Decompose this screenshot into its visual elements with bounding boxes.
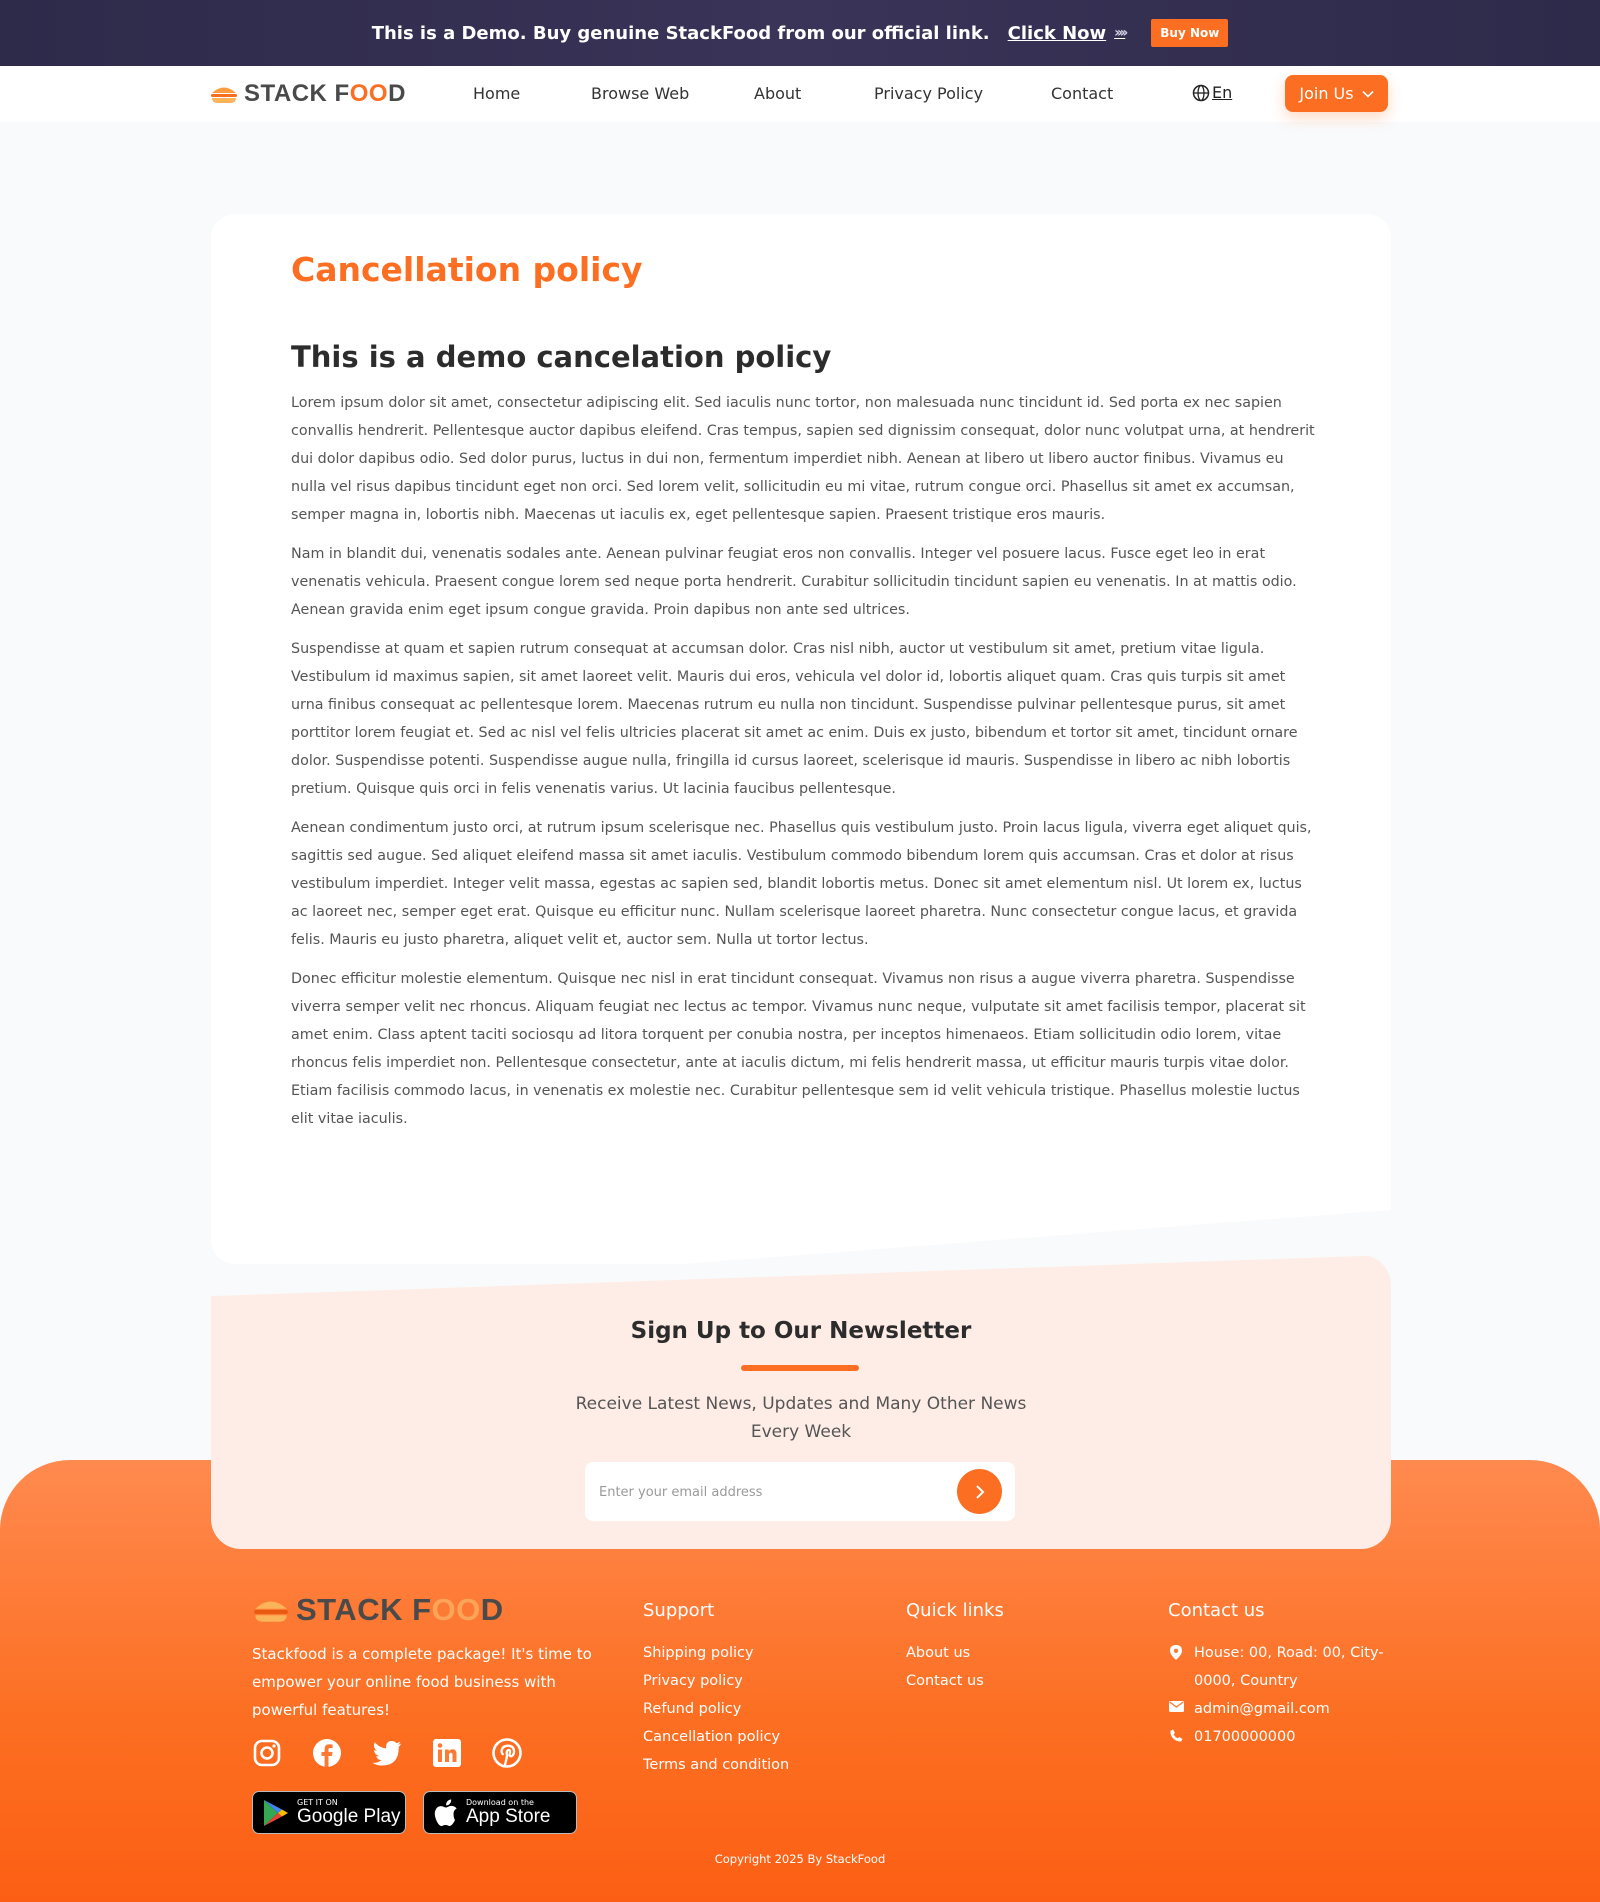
footer-link-shipping-policy[interactable]: Shipping policy	[643, 1645, 754, 1661]
nav-link-contact[interactable]: Contact	[1051, 84, 1114, 103]
facebook-icon[interactable]	[312, 1738, 342, 1768]
join-us-label: Join Us	[1299, 84, 1354, 103]
burger-logo-icon	[210, 84, 238, 104]
google-play-label: Google Play	[297, 1806, 401, 1827]
contact-address-text: House: 00, Road: 00, City-0000, Country	[1194, 1645, 1384, 1689]
newsletter-form	[585, 1462, 1015, 1521]
contact-phone[interactable]	[1168, 1723, 1398, 1751]
language-selector[interactable]	[1192, 83, 1232, 102]
policy-paragraph: Suspendisse at quam et sapien rutrum consequat at accumsan dolor. Cras nisl nibh, auctor ut vestibulum sit amet, pretium vitae ligula. Vestibulum id maximus sapien, sit amet laoreet velit. Mauris dui eros, vehicula vel dolor id, lobortis aliquet quam. Cras quis turpis sit amet urna finibus consequat ac pellentesque lorem. Maecenas rutrum eu nulla non tincidunt. Suspendisse pulvinar pellentesque purus, sit amet porttitor lorem feugiat et. Sed ac nisl vel felis ultricies placerat sit amet ac enim. Duis ex justo, bibendum et tortor sit amet, tincidunt ornare dolor. Suspendisse potenti. Suspendisse augue nulla, fringilla id cursus laoreet, scelerisque id mauris. Suspendisse in libero ac nibh lobortis pretium. Quisque quis orci in felis venenatis varius. Ut lacinia faucibus pellentesque.	[291, 641, 1298, 797]
footer-description: Stackfood is a complete package! It's time to empower your online food business with powerful features!	[252, 1645, 592, 1719]
policy-paragraph: Donec efficitur molestie elementum. Quisque nec nisl in erat tincidunt consequat. Vivamus non risus a augue viverra pharetra. Suspendisse viverra semper velit nec rhoncus. Aliquam feugiat nec lectus ac tempor. Vivamus nunc neque, vulputate sit amet facilisis tempor, placerat sit amet enim. Class aptent taciti sociosqu ad litora torquent per conubia nostra, per inceptos himenaeos. Etiam sollicitudin odio lorem, vitae rhoncus felis imperdiet non. Pellentesque consectetur, ante at iaculis dictum, mi felis hendrerit massa, ut efficitur mauris turpis vitae dolor. Etiam facilisis commodo lacus, in venenatis ex molestie nec. Curabitur pellentesque sem id velit vehicula tristique. Phasellus molestie luctus elit vitae iaculis.	[291, 971, 1306, 1127]
envelope-icon	[1168, 1701, 1184, 1712]
page-title: Cancellation policy	[291, 250, 643, 289]
google-play-icon	[263, 1799, 289, 1827]
demo-banner-text: This is a Demo. Buy genuine StackFood from our official link.	[371, 22, 990, 44]
globe-icon	[1192, 84, 1210, 102]
footer-link-about-us[interactable]: About us	[906, 1645, 971, 1661]
nav-link-home[interactable]: Home	[473, 84, 521, 103]
policy-paragraph: Nam in blandit dui, venenatis sodales ante. Aenean pulvinar feugiat eros non convallis. Integer vel posuere lacus. Fusce eget leo in erat venenatis vehicula. Praesent congue lorem sed neque porta hendrerit. Curabitur sollicitudin tincidunt sapien eu venenatis. In at mattis odio. Aenean gravida enim eget ipsum congue gravida. Proin dapibus non ante sed ultrices.	[291, 546, 1297, 618]
site-logo[interactable]	[210, 80, 406, 108]
footer-link-cancellation-policy[interactable]: Cancellation policy	[643, 1729, 781, 1745]
policy-content	[291, 340, 1315, 1144]
footer-quick-links-title: Quick links	[906, 1600, 1004, 1621]
twitter-icon[interactable]	[372, 1738, 402, 1768]
newsletter-title: Sign Up to Our Newsletter	[630, 1318, 972, 1344]
footer-link-privacy-policy[interactable]: Privacy policy	[643, 1673, 743, 1689]
footer-contact-column	[1168, 1600, 1398, 1751]
contact-email[interactable]	[1168, 1695, 1398, 1723]
pinterest-icon[interactable]	[492, 1738, 522, 1768]
burger-logo-icon	[252, 1597, 290, 1623]
buy-now-button[interactable]: Buy Now	[1151, 19, 1228, 47]
footer-contact-title: Contact us	[1168, 1600, 1265, 1621]
footer-link-refund-policy[interactable]: Refund policy	[643, 1701, 742, 1717]
chevrons-right-icon: ››››	[1114, 25, 1126, 41]
newsletter-subtitle: Receive Latest News, Updates and Many Other News Every Week	[575, 1394, 1027, 1442]
logo-wordmark: STACK FOOD	[244, 80, 406, 107]
click-now-link[interactable]	[1008, 23, 1126, 44]
apple-icon	[434, 1799, 458, 1827]
contact-phone-text: 01700000000	[1194, 1729, 1296, 1745]
app-store-caption: Download on the	[466, 1798, 534, 1807]
policy-paragraph: Aenean condimentum justo orci, at rutrum ipsum scelerisque nec. Phasellus quis vestibulum justo. Proin lacus ligula, viverra eget aliquet quis, sagittis sed augue. Sed aliquet eleifend massa sit amet iaculis. Vestibulum commodo bibendum lorem quis accumsan. Cras et dolor at risus vestibulum imperdiet. Integer velit massa, egestas ac sapien sed, blandit lobortis metus. Donec sit amet elementum nisl. Ut lorem ex, luctus ac laoreet nec, semper eget erat. Quisque eu efficitur nunc. Nullam scelerisque laoreet pharetra. Nunc consectetur congue lacus, et gravida felis. Mauris eu justo pharetra, aliquet velit et, auctor sem. Nulla ut tortor lectus.	[291, 820, 1312, 948]
policy-heading: This is a demo cancelation policy	[291, 340, 832, 374]
footer-link-contact-us[interactable]: Contact us	[906, 1673, 984, 1689]
google-play-caption: GET IT ON	[297, 1798, 338, 1807]
demo-banner	[0, 0, 1600, 66]
google-play-button[interactable]	[252, 1791, 406, 1834]
click-now-label: Click Now	[1007, 22, 1107, 44]
footer-support-column	[643, 1600, 789, 1779]
navbar	[0, 66, 1600, 122]
footer-logo[interactable]	[252, 1592, 504, 1628]
copyright-text: Copyright 2025 By StackFood	[714, 1852, 886, 1866]
newsletter-underline	[741, 1365, 859, 1371]
app-store-button[interactable]	[423, 1791, 577, 1834]
contact-email-text: admin@gmail.com	[1194, 1701, 1330, 1717]
contact-address	[1168, 1639, 1398, 1695]
footer-support-title: Support	[643, 1600, 715, 1621]
linkedin-icon[interactable]	[432, 1738, 462, 1768]
language-label: En	[1212, 83, 1233, 102]
nav-link-about[interactable]: About	[754, 84, 802, 103]
nav-link-privacy-policy[interactable]: Privacy Policy	[874, 84, 984, 103]
map-pin-icon	[1168, 1645, 1184, 1660]
app-store-label: App Store	[466, 1806, 551, 1827]
chevron-right-icon	[975, 1484, 985, 1500]
phone-icon	[1168, 1729, 1184, 1742]
policy-paragraph: Lorem ipsum dolor sit amet, consectetur adipiscing elit. Sed iaculis nunc tortor, non malesuada nunc tincidunt id. Sed porta ex nec sapien convallis hendrerit. Pellentesque auctor dapibus eleifend. Cras tempus, sapien sed dignissim consequat, dolor nunc volutpat urna, at hendrerit dui dolor dapibus odio. Sed dolor purus, luctus in dui non, fermentum imperdiet nibh. Aenean at libero ut libero auctor finibus. Vivamus eu nulla vel risus dapibus tincidunt eget non orci. Sed lorem velit, sollicitudin eu mi vitae, rutrum congue orci. Phasellus sit amet ex accumsan, semper magna in, lobortis nibh. Maecenas ut iaculis ex, eget pellentesque sapien. Praesent tristique eros mauris.	[291, 395, 1315, 523]
newsletter-submit-button[interactable]	[957, 1469, 1002, 1514]
social-links	[252, 1738, 522, 1768]
join-us-button[interactable]	[1285, 75, 1388, 112]
footer-quick-links-column	[906, 1600, 1004, 1695]
newsletter-email-input[interactable]	[599, 1477, 939, 1507]
instagram-icon[interactable]	[252, 1738, 282, 1768]
logo-wordmark: STACK FOOD	[296, 1592, 504, 1627]
chevron-down-icon	[1362, 90, 1374, 98]
nav-link-browse-web[interactable]: Browse Web	[591, 84, 690, 103]
footer-link-terms[interactable]: Terms and condition	[643, 1757, 790, 1773]
